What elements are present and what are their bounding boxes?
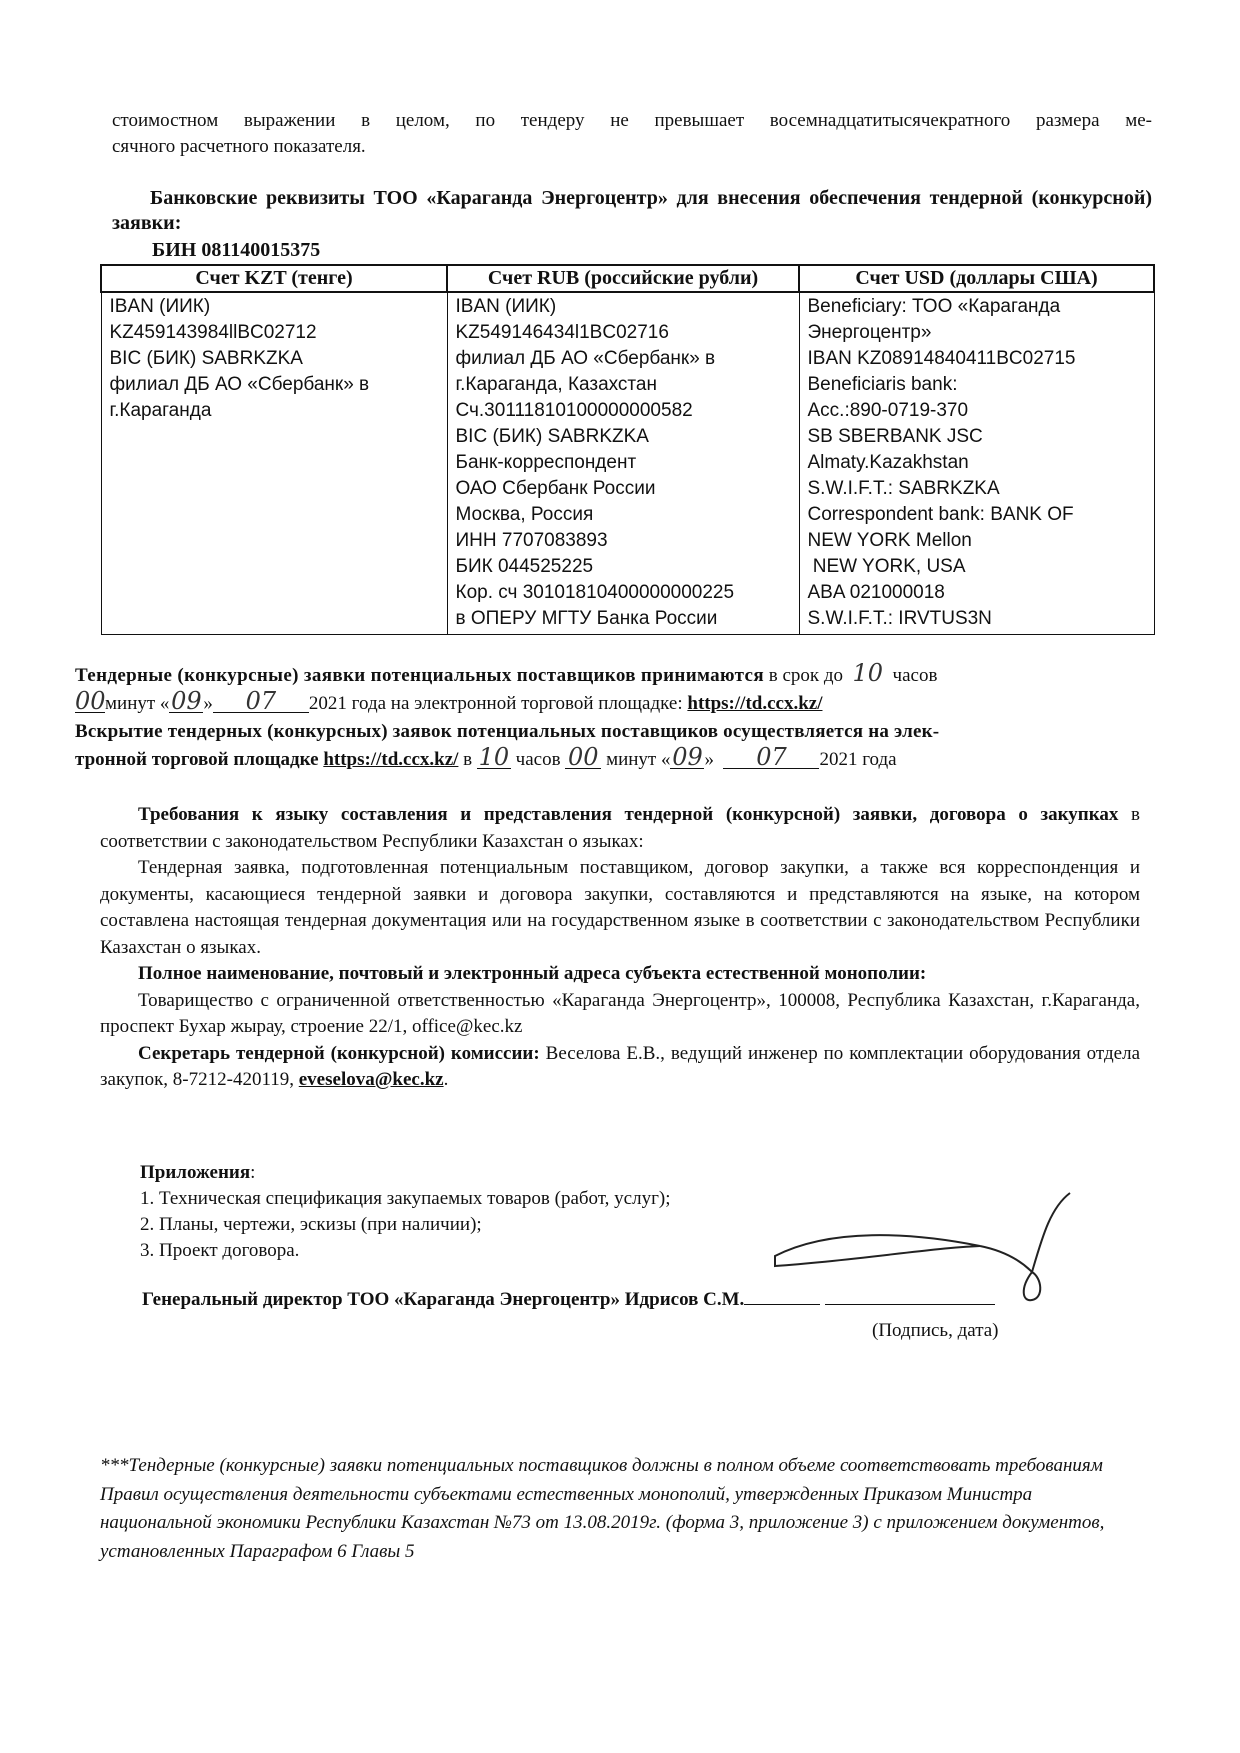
attachments-colon: : xyxy=(250,1162,256,1183)
rub-line: Москва, Россия xyxy=(455,504,594,525)
open-minutes-word: минут « xyxy=(601,749,671,770)
accept-url-link[interactable]: https://td.ccx.kz/ xyxy=(687,693,823,714)
open-hours-word: часов xyxy=(510,749,566,770)
attachment-item: 1. Техническая спецификация закупаемых товаров (работ, услуг); xyxy=(140,1188,671,1209)
rub-line: Кор. сч 30101810400000000225 xyxy=(455,582,735,603)
org-body: Товарищество с ограниченной ответственностью «Караганда Энергоцентр», 100008, Республика Казахстан, г.Караганда, проспект Бухар жырау, строение 22/1, office@kec.kz xyxy=(100,989,1140,1037)
accept-hour: 10 xyxy=(852,659,884,687)
kzt-line: филиал ДБ АО «Сбербанк» в xyxy=(109,374,370,395)
usd-line: ABA 021000018 xyxy=(807,582,945,603)
usd-line: Beneficiaris bank: xyxy=(807,374,958,395)
director-name: Генеральный директор ТОО «Караганда Энергоцентр» Идрисов С.М. xyxy=(142,1289,745,1310)
usd-line: Энергоцентр» xyxy=(807,322,932,343)
secretary-end: . xyxy=(443,1069,449,1090)
usd-line: NEW YORK Mellon xyxy=(807,530,972,551)
accept-line-1 xyxy=(75,659,1155,690)
bank-details-table xyxy=(100,264,1155,635)
intro-line-2: сячного расчетного показателя. xyxy=(112,136,366,157)
language-heading-bold: Требования к языку составления и представления тендерной (конкурсной) заявки, договора о закупках xyxy=(138,804,1119,825)
language-section xyxy=(100,802,1140,1094)
kzt-line: KZ459143984llBC02712 xyxy=(109,322,317,343)
kzt-line: BIC (БИК) SABRKZKA xyxy=(109,348,303,369)
intro-line-1: стоимостном выражении в целом, по тендеру не превышает восемнадцатитысячекратного размера ме- xyxy=(112,110,1152,131)
org-heading-bold: Полное наименование, почтовый и электронный адреса субъекта естественной монополии: xyxy=(138,963,927,984)
open-line-1 xyxy=(75,718,1155,746)
open-in-text: в xyxy=(458,749,477,770)
open-year: 2021 года xyxy=(819,749,897,770)
accept-month: 07 xyxy=(213,690,309,713)
quote-close: » xyxy=(203,693,213,714)
signature-blank xyxy=(744,1284,820,1305)
attachment-item: 3. Проект договора. xyxy=(140,1240,300,1261)
rub-line: KZ549146434l1BC02716 xyxy=(455,322,669,343)
date-blank xyxy=(825,1284,995,1305)
hours-word: часов xyxy=(887,665,938,686)
attachment-item: 2. Планы, чертежи, эскизы (при наличии); xyxy=(140,1214,482,1235)
language-heading xyxy=(100,802,1140,855)
usd-line: NEW YORK, USA xyxy=(807,556,966,577)
footnote: ***Тендерные (конкурсные) заявки потенциальных поставщиков должны в полном объеме соответствовать требованиям Правил осуществления деятельности субъектами естественных монополий, утвержденных Приказом Министра национальной экономики Республики Казахстан №73 от 13.08.2019г. (форма 3, приложение 3) с приложением документов, установленных Параграфом 6 Главы 5 xyxy=(100,1455,1105,1562)
attachments-title-text: Приложения xyxy=(140,1162,251,1183)
rub-line: Банк-корреспондент xyxy=(455,452,637,473)
accept-year-text: 2021 года на электронной торговой площадке: xyxy=(308,693,688,714)
open-month: 07 xyxy=(723,746,819,769)
usd-line: S.W.I.F.T.: IRVTUS3N xyxy=(807,608,992,629)
open-day: 09 xyxy=(672,743,703,771)
rub-line: г.Караганда, Казахстан xyxy=(455,374,657,395)
open-line-2 xyxy=(75,743,1155,774)
accept-label: Тендерные (конкурсные) заявки потенциальных поставщиков принимаются xyxy=(75,665,764,686)
signature-line xyxy=(142,1284,995,1313)
intro-text xyxy=(112,108,1152,160)
kzt-line: г.Караганда xyxy=(109,400,212,421)
rub-line: Сч.30111810100000000582 xyxy=(455,400,693,421)
accept-line-2 xyxy=(75,687,1155,718)
secretary-email-link[interactable]: eveselova@kec.kz xyxy=(298,1069,444,1090)
rub-line: BIC (БИК) SABRKZKA xyxy=(455,426,649,447)
bank-details-title: Банковские реквизиты ТОО «Караганда Энергоцентр» для внесения обеспечения тендерной (конкурсной) заявки: xyxy=(112,187,1152,234)
signature-note: (Подпись, дата) xyxy=(872,1320,999,1341)
kzt-account-cell xyxy=(101,292,447,635)
header-kzt: Счет KZT (тенге) xyxy=(101,265,447,292)
open-minute: 00 xyxy=(565,746,601,769)
accept-in-text: в срок до xyxy=(763,665,848,686)
usd-account-cell xyxy=(799,292,1154,635)
usd-line: Beneficiary: ТОО «Караганда xyxy=(807,296,1061,317)
language-heading-rest: в соответствии с законодательством Республики Казахстан о языках: xyxy=(100,804,1140,852)
header-rub: Счет RUB (российские рубли) xyxy=(447,265,799,292)
usd-line: IBAN KZ08914840411BC02715 xyxy=(807,348,1076,369)
accept-day: 09 xyxy=(171,687,202,715)
minutes-word: минут « xyxy=(105,693,170,714)
rub-line: БИК 044525225 xyxy=(455,556,594,577)
org-heading xyxy=(100,961,1140,988)
kzt-line: IBAN (ИИК) xyxy=(109,296,211,317)
usd-line: Correspondent bank: BANK OF xyxy=(807,504,1074,525)
secretary-label: Секретарь тендерной (конкурсной) комиссии: xyxy=(138,1042,540,1064)
rub-line: ИНН 7707083893 xyxy=(455,530,608,551)
table-row xyxy=(101,292,1154,635)
open-quote-close: » xyxy=(704,749,714,770)
rub-line: в ОПЕРУ МГТУ Банка России xyxy=(455,608,718,629)
usd-line: S.W.I.F.T.: SABRKZKA xyxy=(807,478,1000,499)
rub-line: ОАО Сбербанк России xyxy=(455,478,656,499)
header-usd: Счет USD (доллары США) xyxy=(799,265,1154,292)
accept-minute: 00 xyxy=(75,687,106,715)
usd-line: SB SBERBANK JSC xyxy=(807,426,983,447)
open-url-link[interactable]: https://td.ccx.kz/ xyxy=(323,749,459,770)
usd-line: Almaty.Kazakhstan xyxy=(807,452,969,473)
attachments-title xyxy=(140,1160,255,1186)
open-label-2: тронной торговой площадке xyxy=(75,749,324,770)
rub-line: филиал ДБ АО «Сбербанк» в xyxy=(455,348,716,369)
open-hour: 10 xyxy=(478,743,510,771)
usd-line: Acc.:890-0719-370 xyxy=(807,400,969,421)
rub-account-cell xyxy=(447,292,799,635)
language-body: Тендерная заявка, подготовленная потенциальным поставщиком, договор закупки, а также вся корреспонденция и документы, касающиеся тендерной заявки и договора закупки, составляются и представляются на языке, на котором составлена настоящая тендерная документация или на государственном языке в соответствии с законодательством Республики Казахстан о языках. xyxy=(100,857,1140,958)
table-header-row xyxy=(101,265,1154,292)
deadline-section xyxy=(75,659,1155,774)
secretary-details: Веселова Е.В., ведущий инженер по комплектации оборудования отдела закупок, 8-7212-420119, xyxy=(100,1042,1141,1090)
rub-line: IBAN (ИИК) xyxy=(455,296,557,317)
open-label: Вскрытие тендерных (конкурсных) заявок потенциальных поставщиков осуществляется на элек- xyxy=(75,721,940,742)
secretary-info xyxy=(100,1041,1140,1094)
bin-number: БИН 081140015375 xyxy=(152,239,321,261)
